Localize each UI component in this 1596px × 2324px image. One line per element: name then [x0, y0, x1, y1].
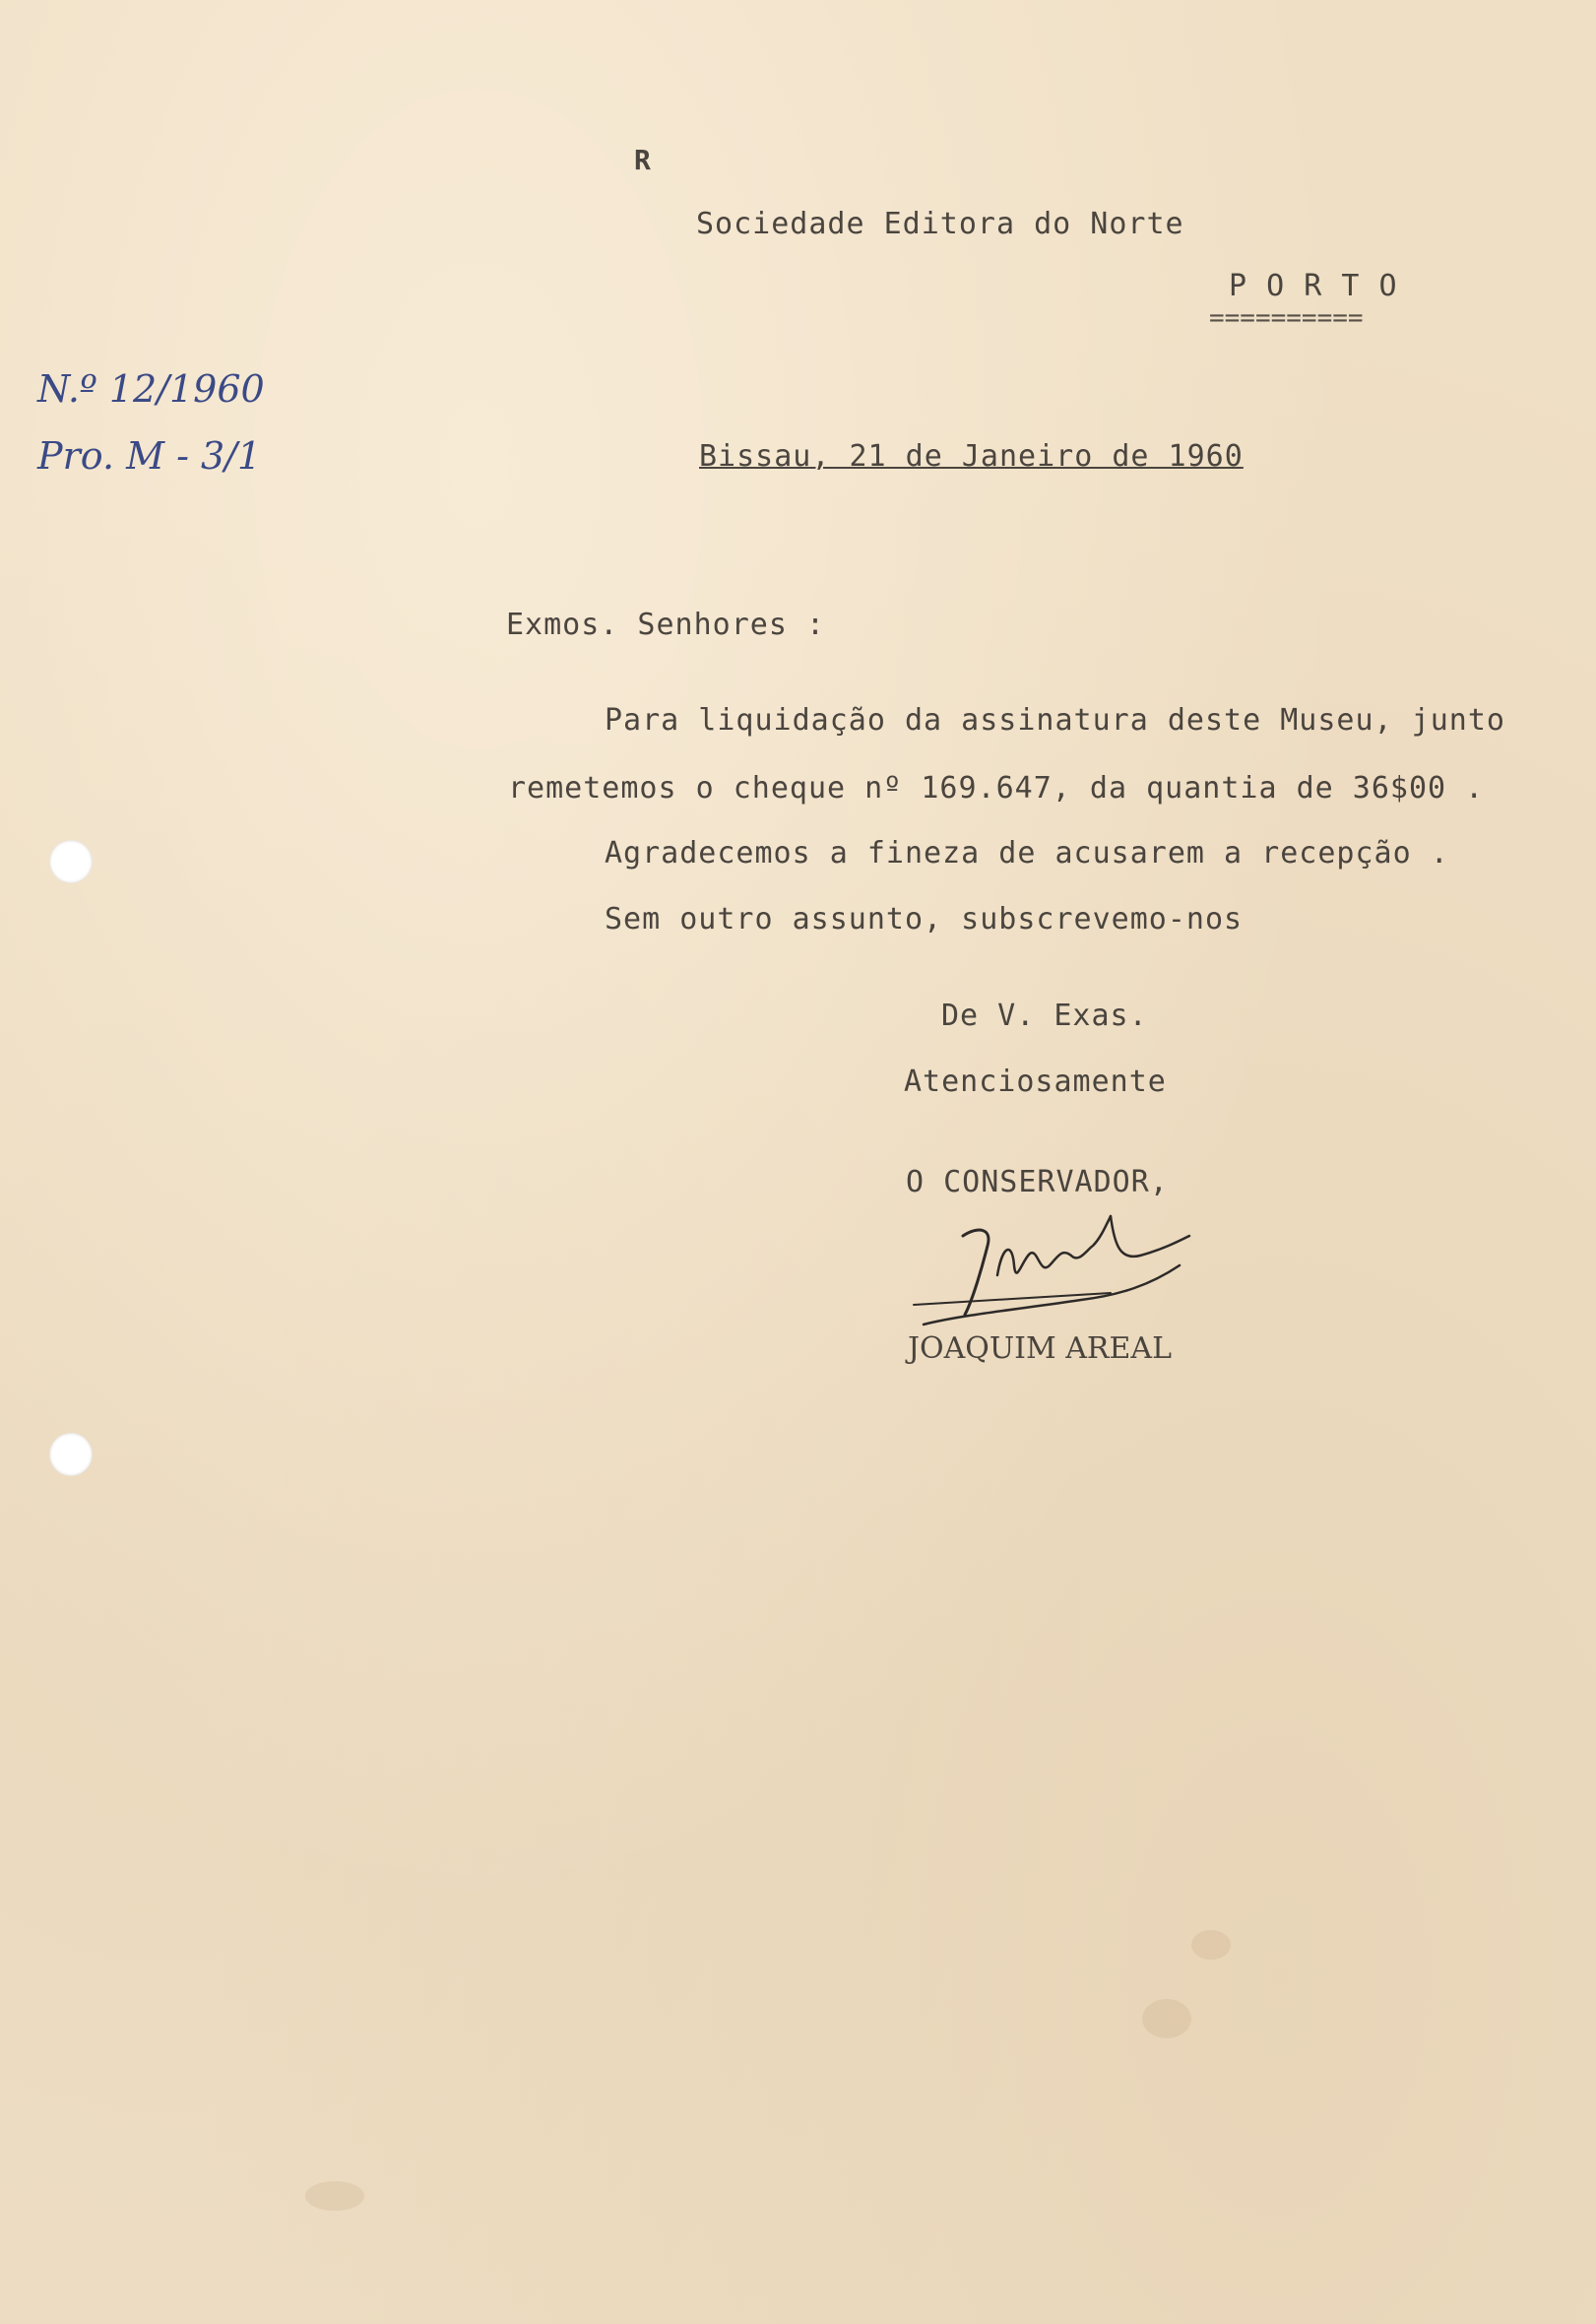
- handwritten-reference-number: N.º 12/1960: [37, 367, 265, 411]
- city-underline-rule: ==========: [1209, 303, 1364, 333]
- paper-stain: [1142, 1999, 1191, 2038]
- body-line-3: Agradecemos a fineza de acusarem a recepção .: [605, 836, 1449, 871]
- addressee-city: P O R T O: [1229, 269, 1398, 303]
- paper-stain: [305, 2181, 364, 2211]
- salutation: Exmos. Senhores :: [506, 608, 826, 642]
- handwritten-process-code: Pro. M - 3/1: [37, 434, 262, 478]
- handwritten-signature: [904, 1206, 1199, 1344]
- place-and-date: Bissau, 21 de Janeiro de 1960: [699, 439, 1244, 474]
- signatory-name: JOAQUIM AREAL: [908, 1331, 1173, 1366]
- body-line-2: remetemos o cheque nº 169.647, da quantia de 36$00 .: [508, 771, 1485, 806]
- body-line-1: Para liquidação da assinatura deste Museu, junto: [605, 703, 1505, 738]
- closing-line-2: Atenciosamente: [904, 1065, 1167, 1099]
- closing-line-1: De V. Exas.: [941, 999, 1148, 1033]
- body-line-4: Sem outro assunto, subscrevemo-nos: [605, 902, 1244, 936]
- document-mark: R: [634, 144, 652, 176]
- punch-hole-top: [49, 840, 93, 883]
- paper-stain: [1191, 1930, 1231, 1960]
- addressee-name: Sociedade Editora do Norte: [696, 207, 1184, 241]
- punch-hole-bottom: [49, 1433, 93, 1476]
- signatory-title: O CONSERVADOR,: [906, 1165, 1169, 1199]
